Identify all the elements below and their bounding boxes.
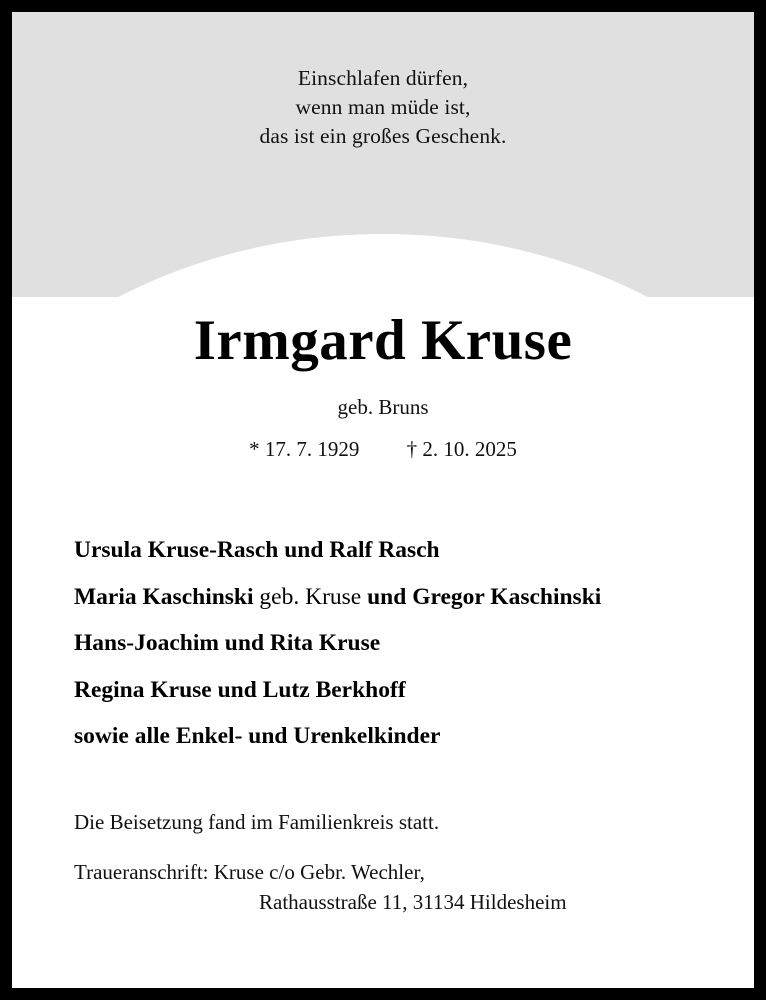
list-item <box>74 527 734 574</box>
survivor-name-2a: Maria Kaschinski <box>74 583 260 610</box>
birth-date: * 17. 7. 1929 <box>249 437 360 461</box>
survivor-name-4: Regina Kruse und Lutz Berkhoff <box>74 676 406 703</box>
funeral-note: Die Beisetzung fand im Familienkreis statt. <box>74 810 440 834</box>
survivor-name-1: Ursula Kruse-Rasch und Ralf Rasch <box>74 537 440 563</box>
quote-line-3: das ist ein großes Geschenk. <box>259 124 507 148</box>
obituary-notice <box>12 12 754 988</box>
list-item <box>74 620 734 667</box>
list-item <box>74 574 734 621</box>
life-dates <box>12 437 754 462</box>
memorial-quote <box>12 64 754 151</box>
death-date: † 2. 10. 2025 <box>406 437 517 461</box>
deceased-maiden-name: geb. Bruns <box>337 395 429 419</box>
list-item <box>74 667 734 714</box>
survivor-name-2-maiden: geb. Kruse <box>259 583 362 610</box>
footer-notes <box>74 807 734 917</box>
mourning-address-line-2: Rathausstraße 11, 31134 Hildesheim <box>259 890 567 914</box>
survivor-name-2b: und Gregor Kaschinski <box>361 583 602 610</box>
quote-line-1: Einschlafen dürfen, <box>297 66 469 90</box>
list-item <box>74 713 734 760</box>
mourning-address-line-1: Traueranschrift: Kruse c/o Gebr. Wechler, <box>74 860 425 884</box>
header-arc-background <box>12 12 754 297</box>
quote-line-2: wenn man müde ist, <box>295 95 471 119</box>
survivors-list <box>74 527 734 760</box>
survivor-name-5: sowie alle Enkel- und Urenkelkinder <box>74 723 441 749</box>
deceased-name: Irmgard Kruse <box>193 309 573 372</box>
survivor-name-3: Hans-Joachim und Rita Kruse <box>74 630 381 656</box>
